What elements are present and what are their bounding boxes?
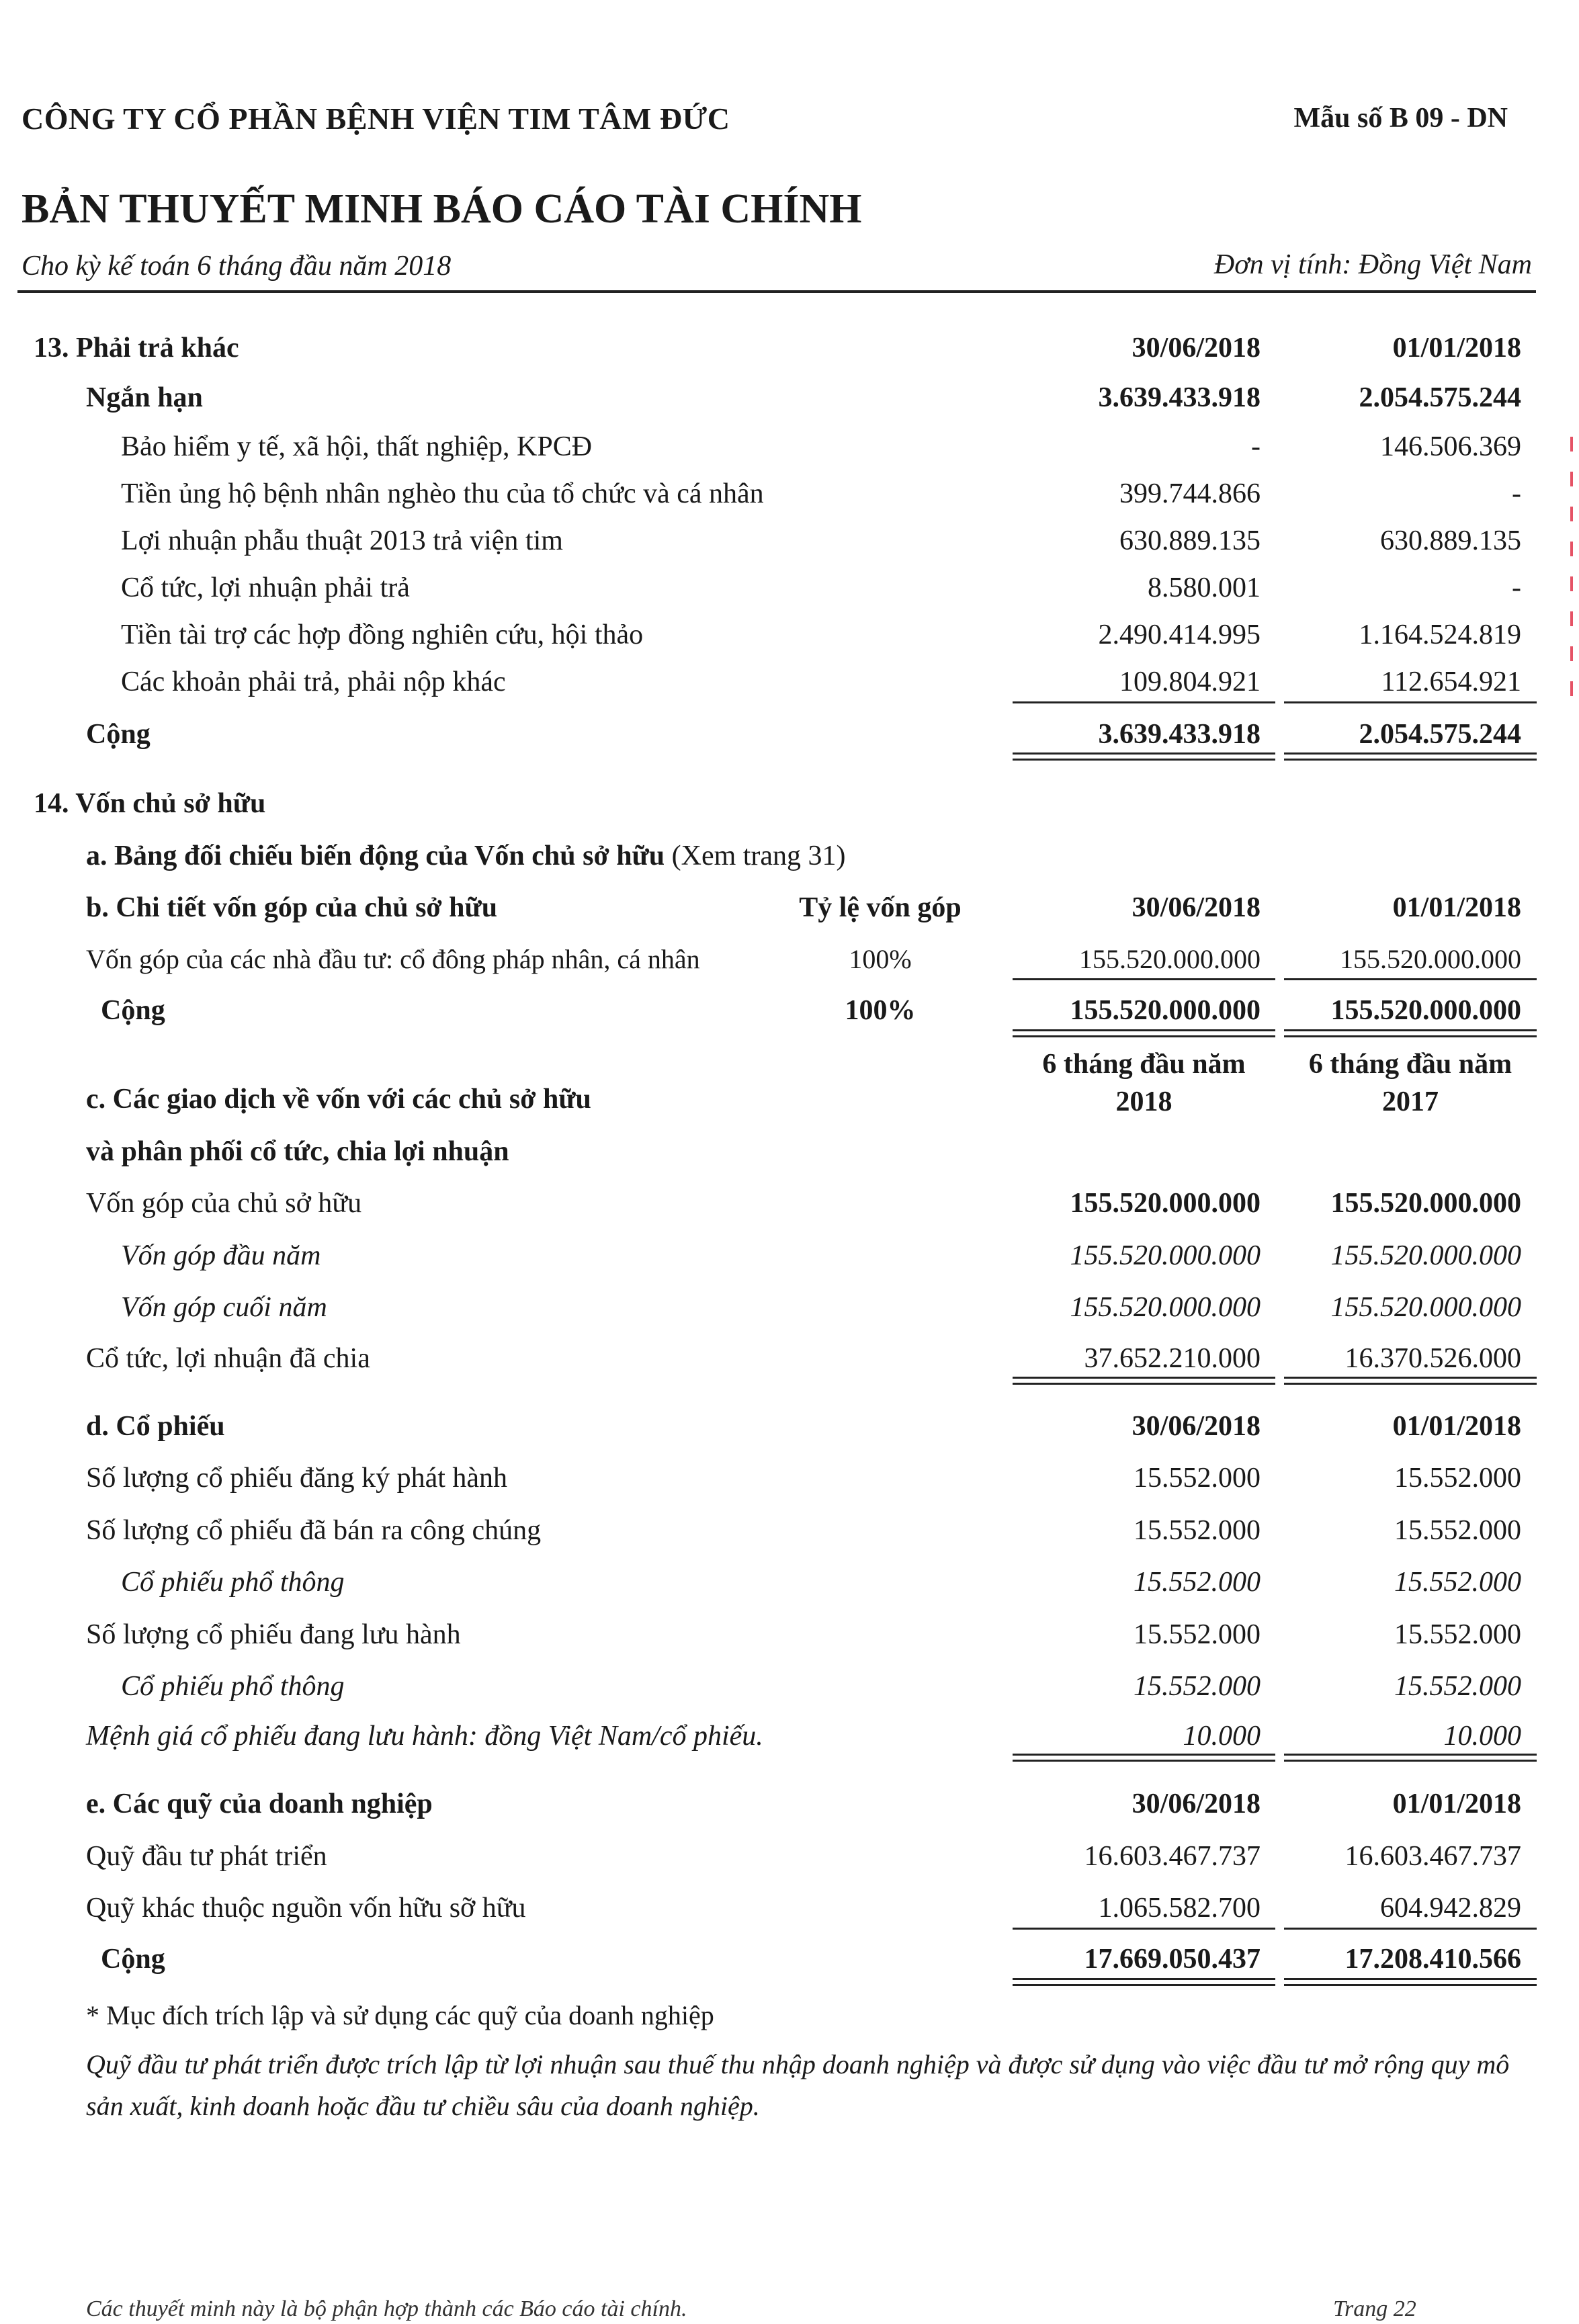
- subtotal-rule: [1013, 978, 1275, 980]
- s14c-title-line1: c. Các giao dịch về vốn với các chủ sở hữu: [86, 1084, 591, 1115]
- row-v2: 146.506.369: [1380, 431, 1521, 462]
- s14c-col1-line2: 2018: [1115, 1086, 1172, 1117]
- row-label: Cổ tức, lợi nhuận phải trả: [121, 572, 410, 603]
- s14e-title: e. Các quỹ của doanh nghiệp: [86, 1789, 433, 1819]
- s14a-label: a. Bảng đối chiếu biến động của Vốn chủ sở hữu: [86, 841, 665, 871]
- s14d-header-row: [0, 1410, 1579, 1451]
- row-v2: 155.520.000.000: [1340, 944, 1521, 974]
- table-row: [0, 1892, 1579, 1932]
- page-number: Trang 22: [1333, 2296, 1416, 2321]
- row-v2: 15.552.000: [1394, 1567, 1521, 1598]
- row-label: Số lượng cổ phiếu đã bán ra công chúng: [86, 1515, 542, 1546]
- s14b-header-row: [0, 892, 1579, 932]
- form-number: Mẫu số B 09 - DN: [1293, 103, 1508, 134]
- row-v2: 155.520.000.000: [1330, 1188, 1521, 1219]
- row-label: Quỹ đầu tư phát triển: [86, 1841, 327, 1872]
- total-v2: 2.054.575.244: [1359, 719, 1521, 750]
- row-v1: 15.552.000: [1134, 1619, 1261, 1650]
- row-ratio: 100%: [849, 944, 912, 974]
- row-label: Vốn góp đầu năm: [121, 1240, 321, 1271]
- row-v2: 15.552.000: [1394, 1515, 1521, 1546]
- total-double-rule: [1013, 1377, 1275, 1385]
- s14-title: 14. Vốn chủ sở hữu: [34, 788, 266, 819]
- s14e-col1-header: 30/06/2018: [1132, 1789, 1261, 1819]
- funds-note-body: Quỹ đầu tư phát triển được trích lập từ lợi nhuận sau thuế thu nhập doanh nghiệp và được sử dụng vào việc đầu tư mở rộng quy mô sản xuất, kinh doanh hoặc đầu tư chiều sâu của doanh nghiệp.: [86, 2049, 1510, 2121]
- s14b-total-row: [0, 994, 1579, 1035]
- row-label: Quỹ khác thuộc nguồn vốn hữu sỡ hữu: [86, 1893, 526, 1924]
- s14a-reference: (Xem trang 31): [665, 841, 846, 871]
- row-label: Cổ phiếu phổ thông: [121, 1671, 345, 1702]
- row-v1: 15.552.000: [1134, 1671, 1261, 1702]
- table-row: [0, 525, 1579, 565]
- row-v1: -: [1251, 431, 1261, 462]
- s14b-col1-header: 30/06/2018: [1132, 892, 1261, 923]
- row-label: Vốn góp của chủ sở hữu: [86, 1188, 362, 1219]
- row-label: Cổ phiếu phổ thông: [121, 1567, 345, 1598]
- table-row: [0, 1187, 1579, 1228]
- row-v1: 16.603.467.737: [1084, 1841, 1261, 1872]
- s13-col1-header: 30/06/2018: [1132, 333, 1261, 363]
- s14-header-row: [0, 787, 1579, 828]
- row-label: Vốn góp của các nhà đầu tư: cổ đông pháp nhân, cá nhân: [86, 944, 700, 974]
- table-row: [0, 1670, 1579, 1711]
- s14d-col2-header: 01/01/2018: [1392, 1411, 1521, 1442]
- table-row: [0, 1566, 1579, 1606]
- s14e-col2-header: 01/01/2018: [1392, 1789, 1521, 1819]
- row-v2: 15.552.000: [1394, 1463, 1521, 1494]
- total-v2: 155.520.000.000: [1330, 995, 1521, 1026]
- subtotal-rule: [1284, 701, 1537, 703]
- row-v2: 15.552.000: [1394, 1671, 1521, 1702]
- total-v1: 3.639.433.918: [1098, 719, 1261, 750]
- row-v2: 604.942.829: [1380, 1893, 1521, 1924]
- row-v2: -: [1512, 572, 1521, 603]
- s14d-title: d. Cổ phiếu: [86, 1411, 225, 1442]
- row-v1: 2.490.414.995: [1098, 619, 1261, 650]
- subtotal-rule: [1013, 1928, 1275, 1930]
- row-label: Số lượng cổ phiếu đang lưu hành: [86, 1619, 461, 1650]
- company-name: CÔNG TY CỔ PHẦN BỆNH VIỆN TIM TÂM ĐỨC: [22, 101, 730, 136]
- total-double-rule: [1013, 1754, 1275, 1762]
- row-v1: 630.889.135: [1119, 525, 1261, 556]
- row-label: Bảo hiểm y tế, xã hội, thất nghiệp, KPCĐ: [121, 431, 593, 462]
- row-v1: 15.552.000: [1134, 1567, 1261, 1598]
- document-title: BẢN THUYẾT MINH BÁO CÁO TÀI CHÍNH: [22, 186, 862, 232]
- table-row: [0, 666, 1579, 706]
- total-v1: 17.669.050.437: [1084, 1944, 1261, 1975]
- s14c-title-row-2: [0, 1135, 1579, 1176]
- row-v2: -: [1512, 478, 1521, 509]
- s13-header-row: [0, 332, 1579, 372]
- s14a-title: [86, 840, 846, 872]
- row-label: Tiền ủng hộ bệnh nhân nghèo thu của tổ chức và cá nhân: [121, 478, 764, 509]
- row-v1: 8.580.001: [1148, 572, 1261, 603]
- row-v1: 37.652.210.000: [1084, 1343, 1261, 1374]
- table-row: [0, 1840, 1579, 1881]
- row-label: Vốn góp cuối năm: [121, 1292, 327, 1323]
- subtotal-rule: [1284, 1928, 1537, 1930]
- table-row: [0, 619, 1579, 659]
- total-label: Cộng: [86, 719, 151, 750]
- row-label: Số lượng cổ phiếu đăng ký phát hành: [86, 1463, 508, 1494]
- footer-note: Các thuyết minh này là bộ phận hợp thành các Báo cáo tài chính.: [86, 2296, 687, 2321]
- row-v2: 155.520.000.000: [1330, 1292, 1521, 1323]
- stamp-fragment-icon: [1568, 437, 1575, 719]
- row-v2: 155.520.000.000: [1330, 1240, 1521, 1271]
- s14d-col1-header: 30/06/2018: [1132, 1411, 1261, 1442]
- row-v2: 1.164.524.819: [1359, 619, 1521, 650]
- row-v1: 15.552.000: [1134, 1515, 1261, 1546]
- s14a-row: [0, 840, 1579, 880]
- s14c-title-line2: và phân phối cổ tức, chia lợi nhuận: [86, 1136, 509, 1167]
- row-v2: 16.370.526.000: [1345, 1343, 1521, 1374]
- total-label: Cộng: [101, 995, 165, 1026]
- total-double-rule: [1284, 1377, 1537, 1385]
- subtotal-rule: [1284, 978, 1537, 980]
- s14c-col1-line1: 6 tháng đầu năm: [1042, 1049, 1246, 1080]
- row-v1: 155.520.000.000: [1070, 1188, 1261, 1219]
- period-subtitle: Cho kỳ kế toán 6 tháng đầu năm 2018: [22, 251, 452, 282]
- s14e-header-row: [0, 1788, 1579, 1828]
- currency-unit: Đơn vị tính: Đồng Việt Nam: [1213, 249, 1532, 280]
- header-divider: [17, 290, 1536, 293]
- table-row: [0, 1462, 1579, 1502]
- table-row: [0, 1291, 1579, 1332]
- s14b-col2-header: 01/01/2018: [1392, 892, 1521, 923]
- short-term-v2: 2.054.575.244: [1359, 382, 1521, 413]
- total-ratio: 100%: [845, 995, 916, 1026]
- row-v1: 15.552.000: [1134, 1463, 1261, 1494]
- s13-title: 13. Phải trả khác: [34, 333, 239, 363]
- row-v1: 109.804.921: [1119, 666, 1261, 697]
- row-v1: 155.520.000.000: [1070, 1240, 1261, 1271]
- row-label: Lợi nhuận phẫu thuật 2013 trả viện tim: [121, 525, 563, 556]
- total-double-rule: [1013, 1978, 1275, 1986]
- total-double-rule: [1284, 752, 1537, 761]
- row-v1: 155.520.000.000: [1079, 944, 1261, 974]
- total-double-rule: [1013, 1029, 1275, 1037]
- s13-short-term-row: [0, 382, 1579, 422]
- table-row: [0, 431, 1579, 471]
- row-v1: 399.744.866: [1119, 478, 1261, 509]
- total-v2: 17.208.410.566: [1345, 1944, 1521, 1975]
- total-v1: 155.520.000.000: [1070, 995, 1261, 1026]
- short-term-v1: 3.639.433.918: [1098, 382, 1261, 413]
- row-v1: 10.000: [1183, 1721, 1261, 1752]
- total-double-rule: [1284, 1029, 1537, 1037]
- s14c-col2-line1: 6 tháng đầu năm: [1308, 1049, 1512, 1080]
- table-row: [0, 1619, 1579, 1659]
- s14c-title-row: [0, 1083, 1579, 1123]
- table-row: [0, 1240, 1579, 1280]
- row-v2: 16.603.467.737: [1345, 1841, 1521, 1872]
- total-double-rule: [1284, 1978, 1537, 1986]
- row-v1: 1.065.582.700: [1098, 1893, 1261, 1924]
- row-label: Các khoản phải trả, phải nộp khác: [121, 666, 506, 697]
- s13-col2-header: 01/01/2018: [1392, 333, 1521, 363]
- row-label: Tiền tài trợ các hợp đồng nghiên cứu, hội thảo: [121, 619, 644, 650]
- row-v2: 10.000: [1443, 1721, 1521, 1752]
- s14e-total-row: [0, 1943, 1579, 1983]
- total-double-rule: [1013, 752, 1275, 761]
- s14b-title: b. Chi tiết vốn góp của chủ sở hữu: [86, 892, 498, 923]
- table-row: [0, 1514, 1579, 1555]
- s14b-ratio-header: Tỷ lệ vốn góp: [799, 892, 962, 923]
- table-row: [0, 572, 1579, 612]
- table-row: [0, 478, 1579, 518]
- table-row: [0, 943, 1579, 984]
- funds-note-title: * Mục đích trích lập và sử dụng các quỹ của doanh nghiệp: [86, 2000, 714, 2030]
- short-term-label: Ngắn hạn: [86, 382, 203, 413]
- total-label: Cộng: [101, 1944, 165, 1975]
- total-double-rule: [1284, 1754, 1537, 1762]
- row-v2: 630.889.135: [1380, 525, 1521, 556]
- row-v1: 155.520.000.000: [1070, 1292, 1261, 1323]
- row-v2: 15.552.000: [1394, 1619, 1521, 1650]
- s14c-col2-line2: 2017: [1382, 1086, 1439, 1117]
- row-v2: 112.654.921: [1381, 666, 1521, 697]
- row-label: Cổ tức, lợi nhuận đã chia: [86, 1343, 370, 1374]
- subtotal-rule: [1013, 701, 1275, 703]
- row-label: Mệnh giá cổ phiếu đang lưu hành: đồng Việt Nam/cổ phiếu.: [86, 1721, 763, 1752]
